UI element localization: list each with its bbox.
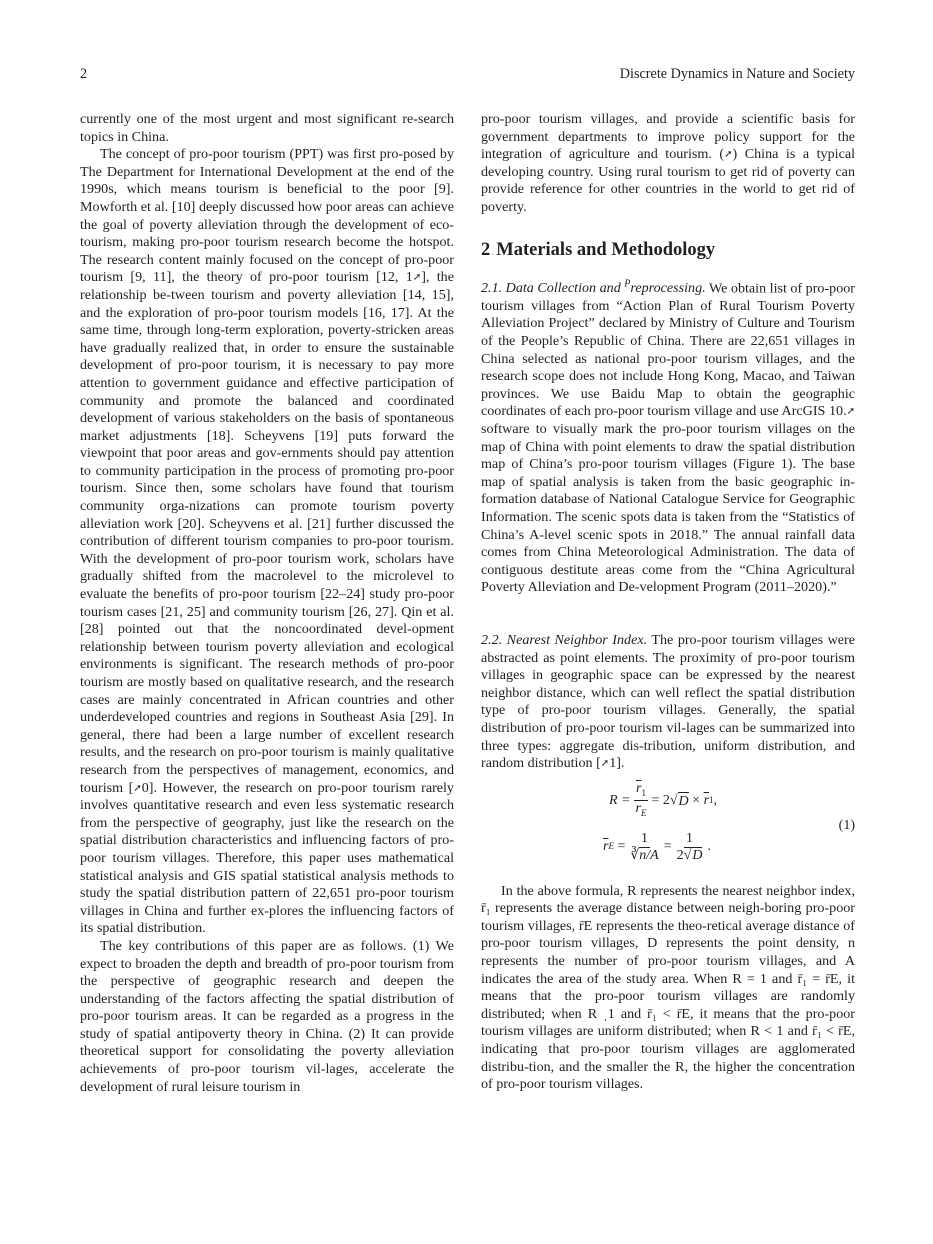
eq-text: $\overline{r}$ [603,839,609,855]
text-run: software to visually mark the pro-poor tourism villages on the map of China with point elements to draw the spatial distribution map of China’s pro-poor tourism villages (Figure 1). The base map of spatial analysis is taken from the basic geographic in-formation database of National Catalogue Service for Geographic Information. The scenic spots data is taken from the “Statistics of China’s A-level scenic spots in 2018.” The annual rainfall data comes from China Meteorological Administration. The data of contiguous destitute areas come from the “China Agricultural Poverty Alleviation and De-velopment Program (2011–2020).” [481,421,855,596]
paragraph-nearest-neighbor [481,632,855,773]
section-title: Materials and Methodology [496,239,716,260]
text-run: reprocessing. [630,280,706,297]
subsection-heading-2-2: 2.2. Nearest Neighbor Index. [481,631,648,648]
eq-text: 1 [641,787,646,798]
text-run: pro-poor tourism villages, and provide a scientific basis for government departments to improve policy support for the integration of agriculture and tourism. ( [481,111,855,163]
text-run: 0]. However, the research on pro-poor tourism rarely involves quantitative research and even less systematic research from the perspective of geography, just like the research on the spatial distribution characteristics and influencing factors of pro-poor tourism villages. Therefore, this paper uses mathematical statistical analysis and GIS spatial statistical analysis methods to study the spatial distribution pattern of 22,651 pro-poor tourism villages in China and further ex-plores the influencing factors of its spatial distribution. [80,779,454,937]
numerator: 1 [686,830,694,846]
eq-text: $\overline{r}$ [635,801,641,817]
text-run: We obtain list of pro-poor tourism villages from “Action Plan of Rural Tourism Poverty Alleviation Project” declared by Ministry of Culture and Tourism of the People’s Republic of China. There are 22,651 villages in China selected as national pro-poor tourism villages, and the research scope does not include Hong Kong, Macao, and Taiwan provinces. We use Baidu Map to obtain the geographic coordinates of each pro-poor tourism village and use ArcGIS 10. [481,280,855,420]
eq-text: D [692,847,703,863]
corrupted-glyph-icon: ➚ [724,149,733,161]
equation-number: (1) [838,817,855,833]
fraction [675,831,705,864]
text-run: The concept of pro-poor tourism (PPT) was first pro-posed by The Department for International Development at the end of the 1990s, which means tourism is beneficial to the poor [9]. Mowforth et al. [10] deeply discussed how poor areas can achieve the goal of poverty alleviation through the development of eco-tourism, making pro-poor tourism research become the hotspot. The research content mainly focused on the concept of pro-poor tourism [9, 11], the theory of pro-poor tourism [12, 1 [80,146,454,286]
subsection-heading-2-1 [481,280,706,296]
eq-text: $\overline{r}$ [636,780,642,796]
eq-text: E [640,808,647,819]
eq-text: E [608,841,614,852]
equation-line-1 [609,781,717,822]
paragraph-formula-explanation: In the above formula, R represents the nearest neighbor index, r̄₁ represents the average distance between neigh-boring pro-poor tourism villages, r̄E represents the theo-retical average distance of pro-poor tourism villages, D represents the point density, n represents the number of pro-poor tourism villages, and A indicates the area of the study area. When R = 1 and r̄₁ = r̄E, it means that the pro-poor tourism villages are randomly distributed; when R ˌ1 and r̄₁ < r̄E, it means that the pro-poor tourism villages are uniform distributed; when R < 1 and r̄₁ < r̄E, indicating that pro-poor tourism villages are agglomerated distribu-tion, and the smaller the R, the higher the concentration of pro-poor tourism villages. [481,882,855,1093]
eq-text: × [692,793,701,809]
eq-text: , [713,793,718,809]
eq-text: R = [609,793,631,809]
page-header [80,66,855,86]
eq-text: D [678,793,689,809]
eq-text: $\overline{r}$ [703,793,710,809]
denominator [634,801,649,821]
paragraph-ppt-concept [80,146,454,938]
sqrt-symbol: √ [669,793,678,809]
equation-1 [481,781,855,873]
numerator: 1 [641,830,649,846]
spacer [481,597,855,632]
section-heading [481,239,855,264]
corrupted-glyph-icon: ➚ [133,782,142,794]
left-column [80,111,454,1096]
denominator: ∛n/A [630,847,659,863]
text-run: The pro-poor tourism villages were abstracted as point elements. The proximity of pro-poor tourism villages in geographic space can be expressed by the nearest neighbor distance, which can well reflect the spatial distribution type of pro-poor tourism villages. Generally, the spatial distribution of pro-poor tourism vil-lages can be summarized into three types: aggregate dis-tribution, uniform distribution, and random distribution [ [481,631,855,772]
text-run: P [624,278,631,290]
corrupted-glyph-icon: ➚ [412,272,422,284]
paragraph-key-contributions: The key contributions of this paper are as follows. (1) We expect to broaden the depth and breadth of pro-poor tourism from the perspective of geographic research and deepen the understanding of the factors affecting the spatial distribution of pro-poor tourism areas. It can be regarded as a progress in the study of spatial antipoverty theory in China. (2) It can provide theoretical support for consolidating the poverty alleviation achievements of pro-poor tourism vil-lages, accelerate the development of rural leisure tourism in [80,937,454,1095]
page-number: 2 [80,66,88,82]
eq-text: = [663,839,672,855]
eq-text: . [707,839,711,855]
corrupted-glyph-icon: ➚ [600,758,610,770]
corrupted-glyph-icon: ➚ [846,406,855,418]
paragraph-data-collection [481,276,855,597]
paragraph-contributions-continued [481,111,855,217]
right-column [481,111,855,1094]
equation-line-2 [603,831,711,864]
text-run: 2.1. Data Collection and [481,280,625,297]
text-run: ], the relationship be-tween tourism and poverty alleviation [14, 15], and the exploration of pro-poor tourism models [16, 17]. At the same time, through long-term exploration, poverty-stricken areas have gradually realized that, in order to ensure the sustainable development of pro-poor tourism, it is necessary to pay more attention to government guidance and effective participation of community and promote the balanced and coordinated development of various stakeholders on the basis of spontaneous market adjustments [18]. Scheyvens [19] puts forward the viewpoint that poor areas and gov-ernments should pay attention to community participation in the process of promoting pro-poor tourism. Since then, some scholars have found that tourism community orga-nizations can promote tourism poverty alleviation work [20]. Scheyvens et al. [21] further discussed the contribution of different tourism companies to pro-poor tourism. With the development of pro-poor tourism work, scholars have gradually shifted from the macrolevel to the microlevel to evaluate the benefits of pro-poor tourism [22–24] study pro-poor tourism cases [21, 25] and community tourism [26, 27]. Qin et al. [28] pointed out that the noncoordinated devel-opment relationship between tourism poverty alleviation and ecological environments is significant. The research methods of pro-poor tourism are mostly based on qualitative research, and the research cases are mainly concentrated in African countries and other underdeveloped countries and regions in Southeast Asia [29]. In general, there had been a large number of excellent research results, and the research on pro-poor tourism is mainly qualitative research from the perspectives of management, economics, and tourism [ [80,269,454,796]
paragraph-intro-continued: currently one of the most urgent and most significant re-search topics in China. [80,111,454,145]
fraction [634,781,649,822]
fraction [628,831,660,864]
numerator [634,781,648,802]
eq-text: = 2 [651,793,670,809]
section-number: 2 [481,239,491,260]
section-dot: . [491,247,494,257]
journal-title: Discrete Dynamics in Nature and Society [619,66,855,82]
eq-text: 1 [709,795,714,806]
text-run: 1]. [609,755,625,772]
denominator: 2√D [676,847,703,863]
eq-text: 2 [676,847,684,863]
text-run: ) China is a typical developing country. Using rural tourism to get rid of poverty can provide reference for other countries in the world to get rid of poverty. [481,146,855,215]
eq-text: = [617,839,626,855]
